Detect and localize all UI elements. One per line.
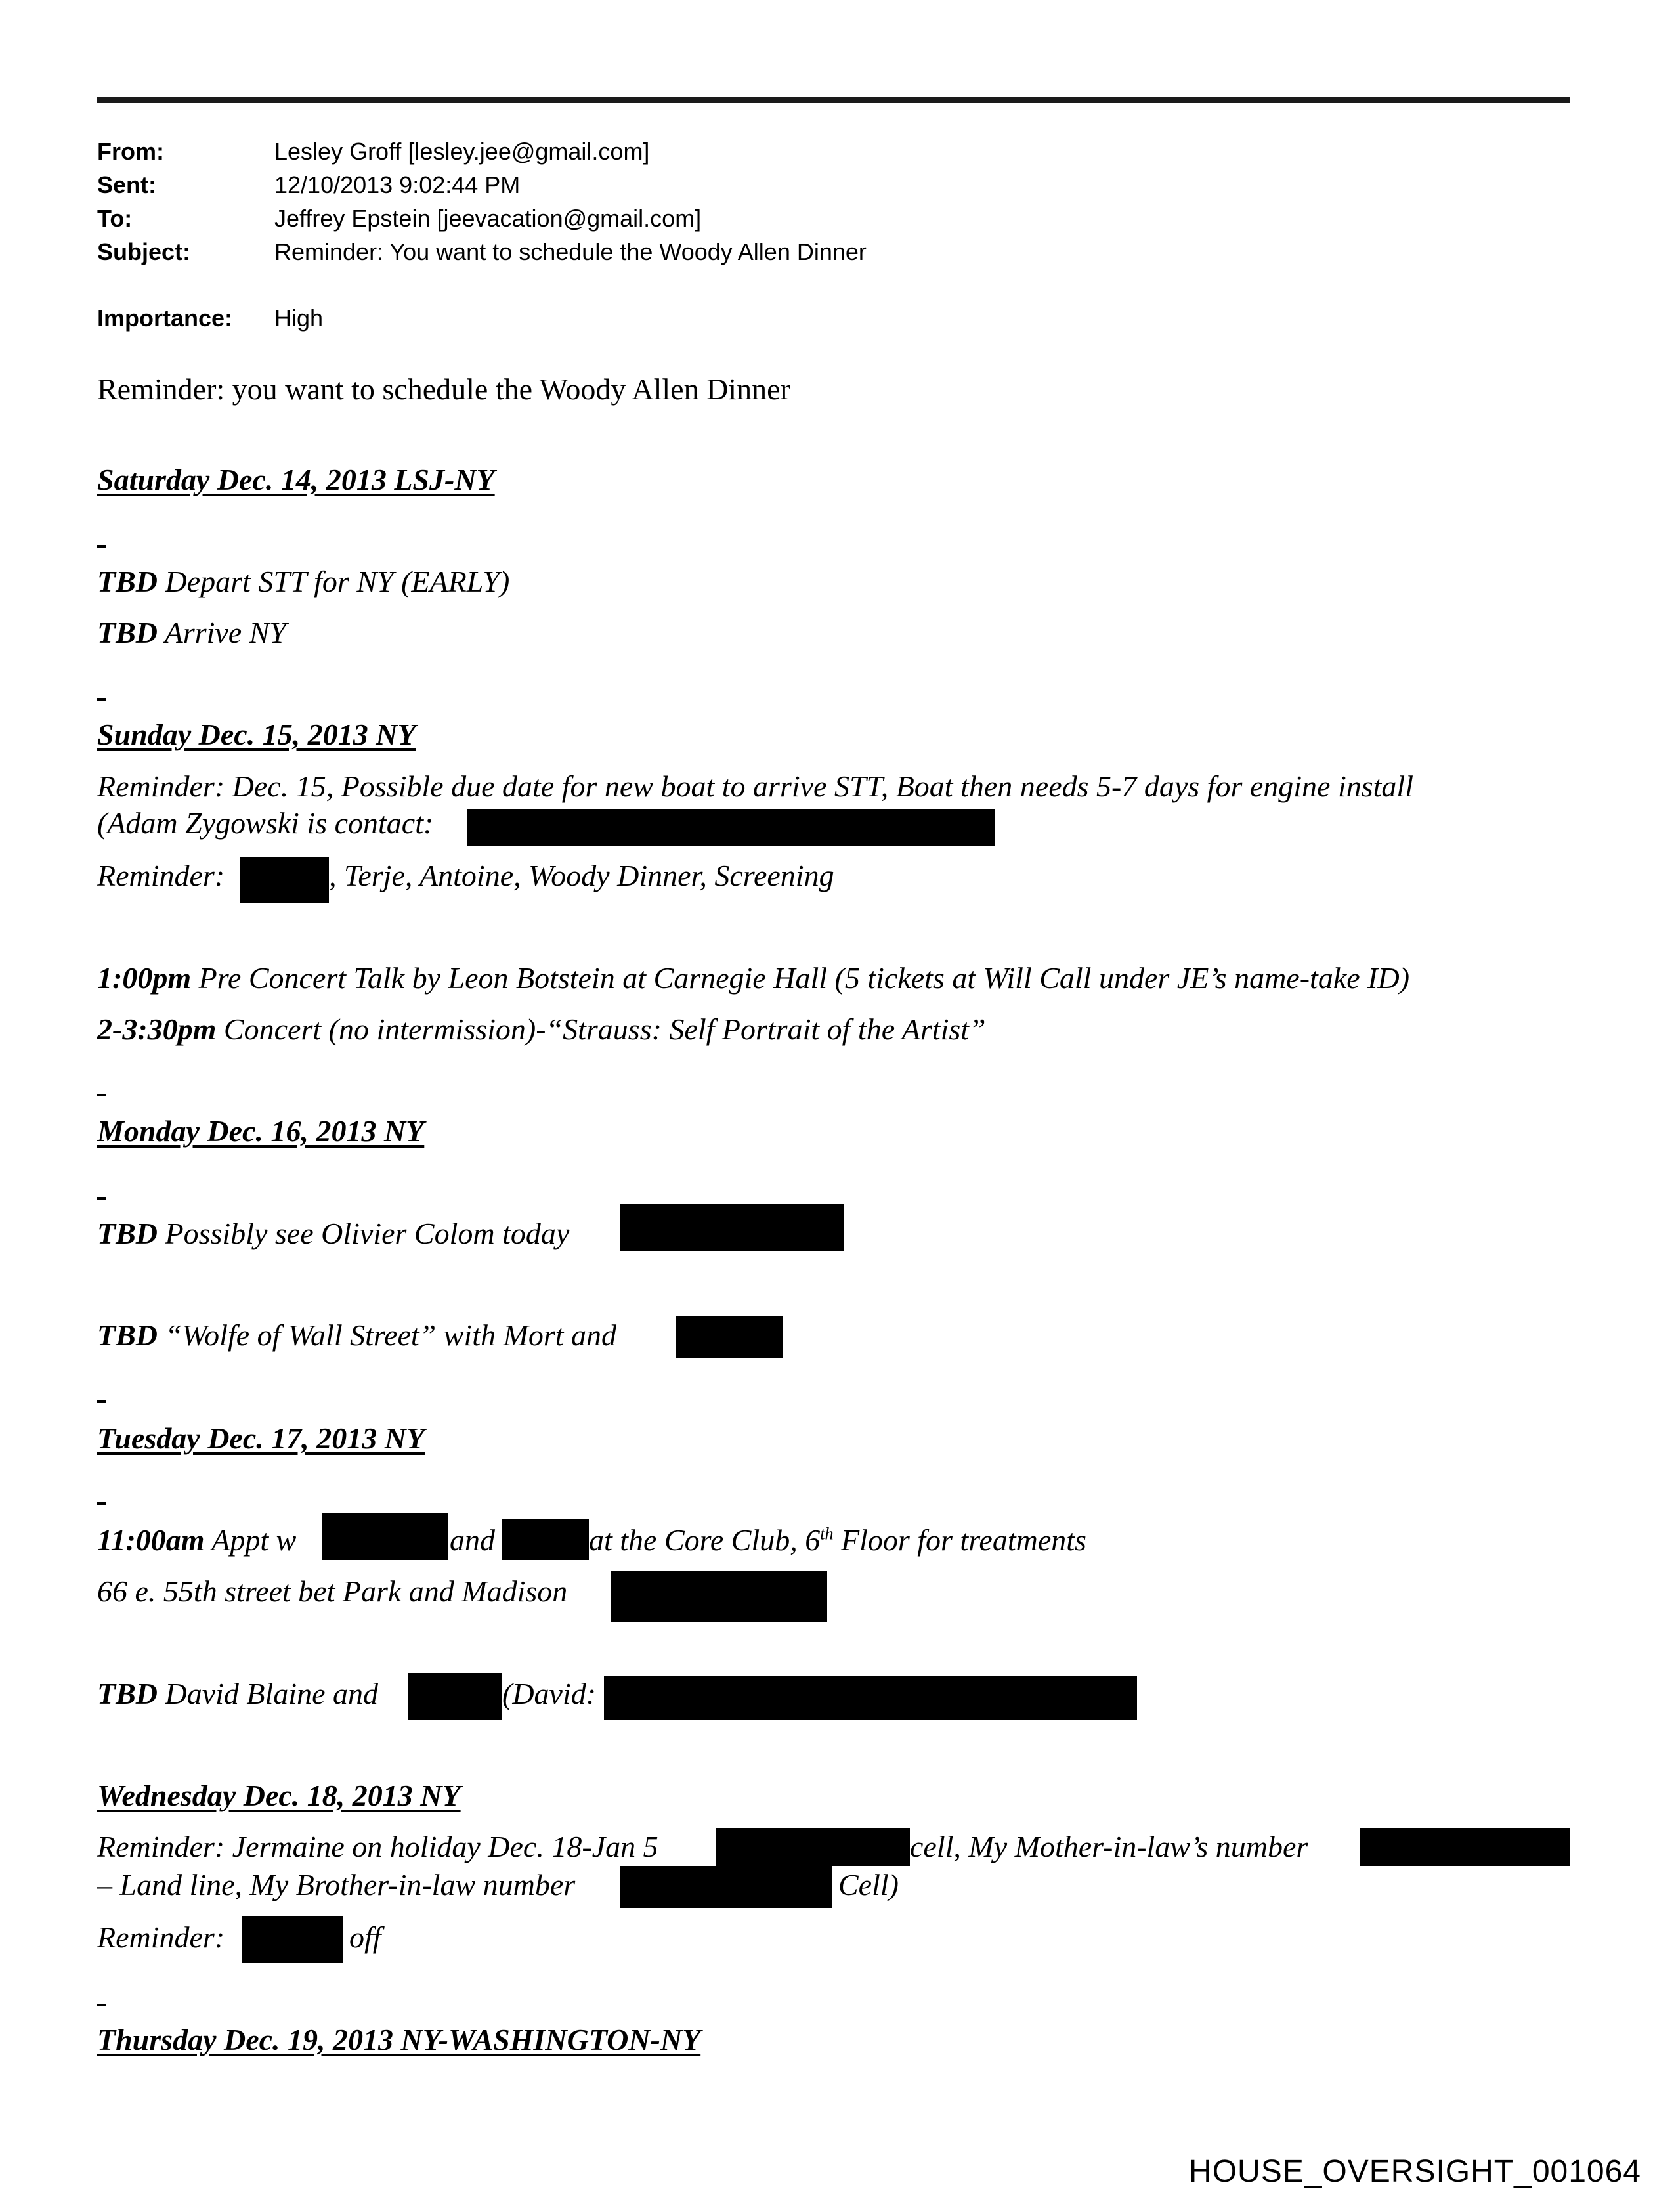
bates-number: HOUSE_OVERSIGHT_001064: [1189, 2154, 1641, 2189]
day-heading-thursday: Thursday Dec. 19, 2013 NY-WASHINGTON-NY: [97, 2023, 701, 2056]
redaction-box: [408, 1673, 502, 1720]
from-label: From:: [97, 138, 164, 165]
sent-value: 12/10/2013 9:02:44 PM: [274, 171, 521, 198]
separator-dash: [97, 1197, 106, 1200]
wed-reminder-3a: Reminder:: [97, 1920, 225, 1954]
from-value: Lesley Groff [lesley.jee@gmail.com]: [274, 138, 650, 165]
redaction-box: [676, 1316, 783, 1358]
header-rule: [97, 97, 1570, 103]
tue-item-3-text-b: (David:: [502, 1677, 597, 1710]
day-heading-tuesday: Tuesday Dec. 17, 2013 NY: [97, 1421, 425, 1455]
mon-item-2-text: “Wolfe of Wall Street” with Mort and: [158, 1318, 617, 1352]
tue-item-1-text-a: Appt w: [204, 1523, 297, 1557]
wed-reminder-1b: cell, My Mother-in-law’s number: [910, 1830, 1308, 1863]
separator-dash: [97, 545, 106, 548]
sat-item-1: [97, 563, 509, 600]
tue-item-1-time: 11:00am: [97, 1523, 205, 1557]
day-heading-saturday: Saturday Dec. 14, 2013 LSJ-NY: [97, 463, 495, 496]
subject-value: Reminder: You want to schedule the Woody Allen Dinner: [274, 238, 867, 265]
sat-item-2-time: TBD: [97, 616, 158, 649]
redaction-box: [620, 1866, 832, 1908]
separator-dash: [97, 1094, 106, 1096]
mon-item-1-time: TBD: [97, 1217, 158, 1250]
sun-item-2-text: Concert (no intermission)-“Strauss: Self Portrait of the Artist”: [216, 1012, 986, 1046]
redaction-box: [604, 1676, 1137, 1720]
to-value: Jeffrey Epstein [jeevacation@gmail.com]: [274, 205, 702, 232]
redaction-box: [502, 1519, 589, 1560]
separator-dash: [97, 1502, 106, 1505]
tue-item-3-text-a: David Blaine and: [158, 1677, 378, 1710]
day-heading-sunday: Sunday Dec. 15, 2013 NY: [97, 718, 416, 751]
tue-item-2: 66 e. 55th street bet Park and Madison: [97, 1574, 568, 1608]
sat-item-2: [97, 615, 286, 651]
tue-item-1-text-c: at the Core Club, 6: [589, 1523, 821, 1557]
redaction-box: [322, 1513, 448, 1560]
day-heading-wednesday: Wednesday Dec. 18, 2013 NY: [97, 1779, 461, 1812]
tue-item-3-time: TBD: [97, 1677, 158, 1710]
sun-item-1-time: 1:00pm: [97, 961, 192, 995]
sent-label: Sent:: [97, 171, 156, 198]
sun-item-2-time: 2-3:30pm: [97, 1012, 217, 1046]
sun-reminder-1: Reminder: Dec. 15, Possible due date for new boat to arrive STT, Boat then needs 5-7 days for engine install: [97, 770, 1413, 803]
sat-item-1-time: TBD: [97, 565, 158, 598]
intro-line: Reminder: you want to schedule the Woody Allen Dinner: [97, 372, 790, 406]
sun-item-2: [97, 1011, 986, 1048]
sat-item-1-text: Depart STT for NY (EARLY): [158, 565, 510, 598]
sun-reminder-2b: , Terje, Antoine, Woody Dinner, Screening: [329, 859, 834, 892]
redaction-box: [716, 1828, 910, 1866]
sun-item-1-text: Pre Concert Talk by Leon Botstein at Carnegie Hall (5 tickets at Will Call under JE’s name-take ID): [191, 961, 1410, 995]
sun-reminder-1-cont: (Adam Zygowski is contact:: [97, 806, 434, 840]
redaction-box: [611, 1571, 827, 1622]
separator-dash: [97, 698, 106, 701]
wed-reminder-1a: Reminder: Jermaine on holiday Dec. 18-Jan 5: [97, 1830, 658, 1863]
wed-reminder-3b: off: [349, 1920, 381, 1954]
day-heading-monday: Monday Dec. 16, 2013 NY: [97, 1114, 425, 1148]
separator-dash: [97, 1400, 106, 1403]
mon-item-2-time: TBD: [97, 1318, 158, 1352]
separator-dash: [97, 2004, 106, 2006]
redaction-box: [620, 1204, 844, 1251]
to-label: To:: [97, 205, 133, 232]
mon-item-1: [97, 1215, 569, 1252]
sun-reminder-2a: Reminder:: [97, 859, 225, 892]
redaction-box: [1360, 1828, 1570, 1866]
tue-item-1a: [97, 1522, 296, 1559]
mon-item-1-text: Possibly see Olivier Colom today: [158, 1217, 570, 1250]
tue-item-1-text-d: Floor for treatments: [833, 1523, 1086, 1557]
tue-item-1-sup: th: [820, 1524, 834, 1544]
tue-item-1c: [589, 1522, 1086, 1559]
redaction-box: [467, 809, 995, 846]
wed-reminder-2b: Cell): [838, 1868, 899, 1901]
sun-item-1: [97, 960, 1409, 997]
tue-item-1-text-b: and: [450, 1523, 495, 1557]
importance-label: Importance:: [97, 305, 233, 332]
subject-label: Subject:: [97, 238, 191, 265]
importance-value: High: [274, 305, 324, 332]
sat-item-2-text: Arrive NY: [158, 616, 286, 649]
redaction-box: [242, 1916, 343, 1963]
wed-reminder-2a: – Land line, My Brother-in-law number: [97, 1868, 576, 1901]
redaction-box: [240, 857, 329, 903]
mon-item-2: [97, 1317, 616, 1354]
tue-item-3a: [97, 1676, 378, 1712]
